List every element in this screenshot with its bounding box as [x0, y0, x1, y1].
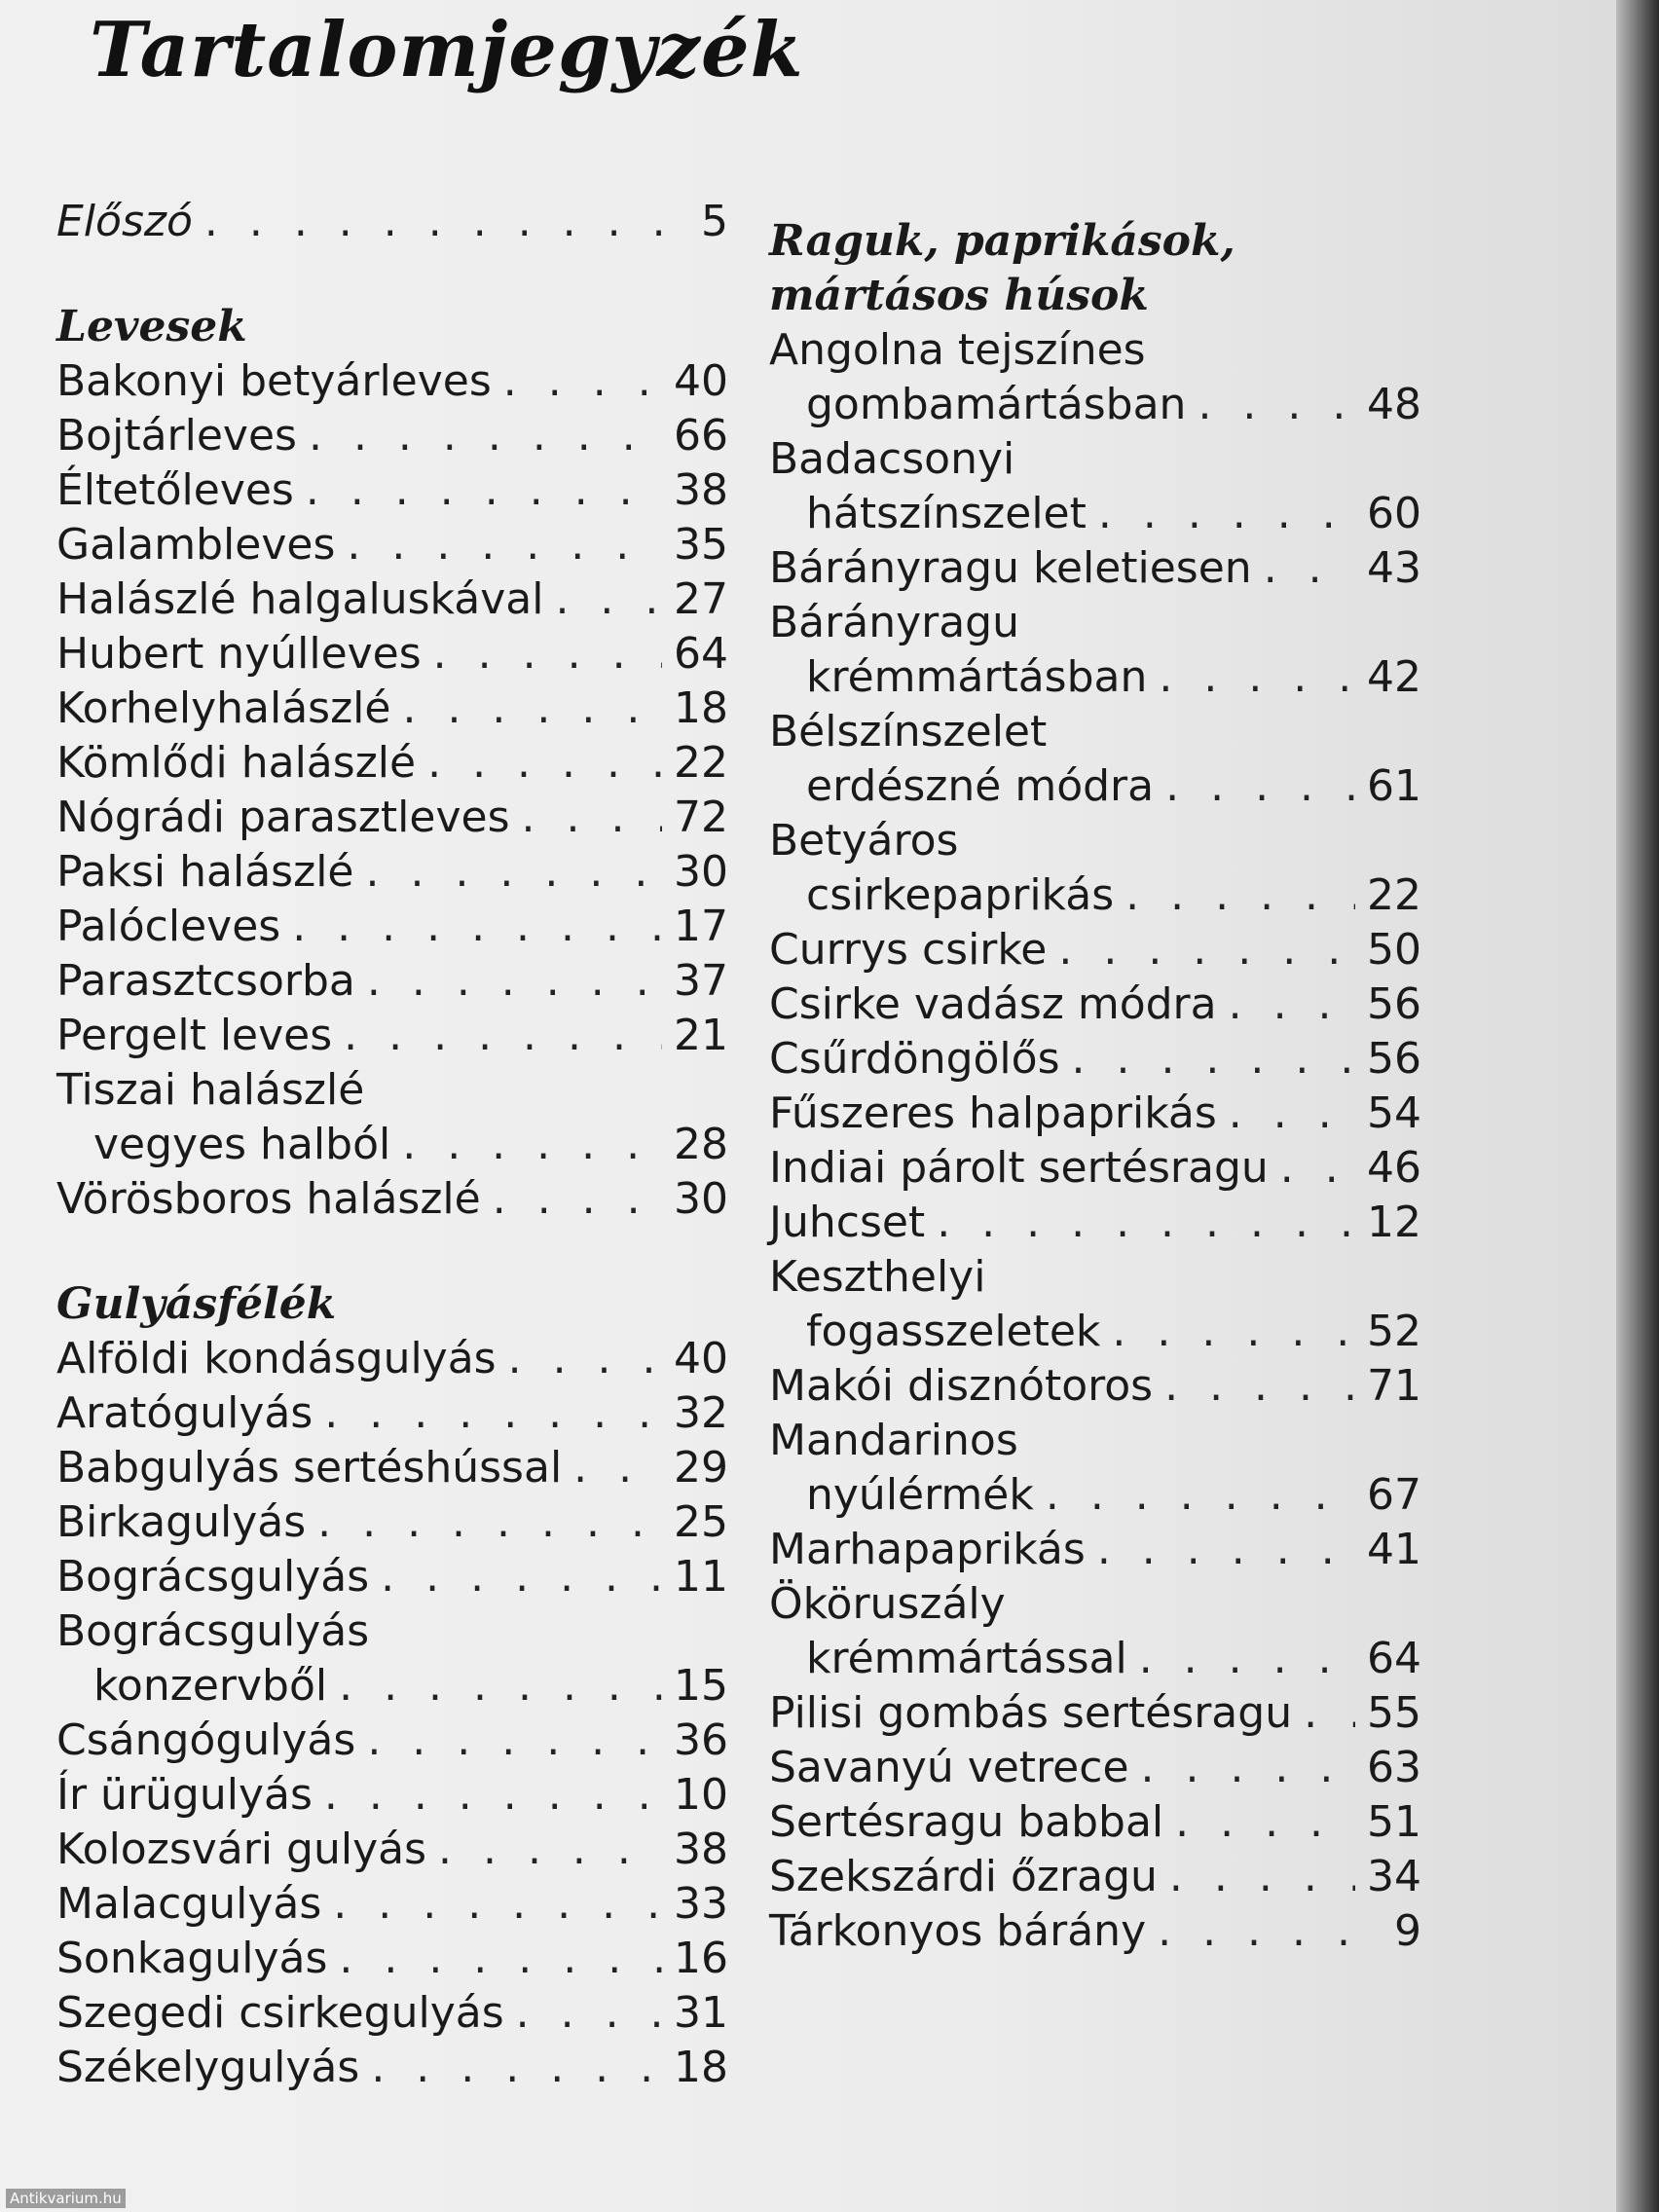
toc-entry-page: 61: [1367, 761, 1421, 811]
toc-entry-label: Tárkonyos bárány: [769, 1906, 1147, 1956]
toc-entry: [769, 1904, 1421, 1959]
leader-dots: [555, 572, 662, 627]
toc-entry-page: 30: [674, 847, 728, 897]
toc-entry: [56, 1823, 728, 1877]
section-heading: Gulyásfélék: [56, 1279, 337, 1329]
toc-entry-label: Halászlé halgaluskával: [56, 574, 544, 624]
toc-entry-label: Marhapaprikás: [769, 1525, 1086, 1574]
leader-dots: [1072, 1032, 1355, 1087]
toc-entry-page: 21: [674, 1011, 728, 1060]
leader-dots: [347, 518, 662, 572]
toc-entry-page: 66: [674, 411, 728, 461]
toc-entry-page: 48: [1367, 380, 1421, 429]
toc-entry-page: 30: [674, 1174, 728, 1224]
leader-dots: [371, 2041, 662, 2095]
leader-dots: [402, 1118, 662, 1172]
toc-entry-label: Székelygulyás: [56, 2043, 360, 2092]
leader-dots: [309, 409, 662, 463]
leader-dots: [306, 463, 662, 518]
leader-dots: [1098, 487, 1355, 541]
toc-entry-label: Éltetőleves: [56, 465, 294, 515]
toc-entry: [56, 463, 728, 518]
leader-dots: [292, 900, 662, 954]
leader-dots: [1112, 1305, 1355, 1359]
toc-entry: [56, 1714, 728, 1768]
toc-entry: [56, 2041, 728, 2095]
toc-entry-label: Betyáros: [769, 816, 959, 866]
toc-entry: [56, 572, 728, 627]
toc-entry-page: 50: [1367, 925, 1421, 975]
toc-entry-page: 29: [674, 1443, 728, 1493]
toc-entry: [769, 1305, 1421, 1359]
toc-entry-page: 36: [674, 1715, 728, 1765]
leader-dots: [1198, 378, 1355, 432]
toc-entry-label: Alföldi kondásgulyás: [56, 1334, 497, 1383]
toc-entry-page: 11: [674, 1552, 728, 1602]
leader-dots: [324, 1768, 662, 1823]
toc-entry: [56, 1386, 728, 1441]
toc-entry-label: Parasztcsorba: [56, 956, 355, 1006]
leader-dots: [367, 1714, 662, 1768]
leader-dots: [324, 1386, 662, 1441]
toc-entry-page: 18: [674, 2043, 728, 2092]
toc-entry-label: Aratógulyás: [56, 1388, 313, 1438]
toc-entry-label-cont: erdészné módra: [806, 761, 1155, 811]
toc-entry-label: Előszó: [56, 197, 193, 246]
toc-entry-label: Sertésragu babbal: [769, 1797, 1164, 1847]
leader-dots: [367, 954, 662, 1009]
toc-entry-label-cont: krémmártásban: [806, 652, 1148, 702]
toc-column-right: [769, 214, 1421, 1959]
toc-entry-page: 37: [674, 956, 728, 1006]
toc-entry-page: 72: [674, 793, 728, 842]
leader-dots: [503, 354, 662, 409]
toc-entry-label: Hubert nyúlleves: [56, 629, 422, 679]
toc-entry-label: Bográcsgulyás: [56, 1552, 370, 1602]
leader-dots: [1229, 1087, 1355, 1141]
toc-entry-page: 63: [1367, 1743, 1421, 1792]
toc-entry: [769, 1087, 1421, 1141]
toc-entry: [769, 1523, 1421, 1577]
toc-entry-label: Malacgulyás: [56, 1879, 322, 1929]
leader-dots: [1169, 1850, 1355, 1904]
leader-dots: [1141, 1741, 1355, 1795]
toc-entry-page: 22: [674, 738, 728, 788]
toc-entry-label: Birkagulyás: [56, 1497, 307, 1547]
toc-entry: [769, 1741, 1421, 1795]
toc-entry: [56, 518, 728, 572]
leader-dots: [508, 1332, 662, 1386]
toc-entry-label: Kömlődi halászlé: [56, 738, 417, 788]
toc-entry-label: Ököruszály: [769, 1579, 1006, 1629]
leader-dots: [1304, 1686, 1355, 1741]
toc-entry-label: Ír ürügulyás: [56, 1770, 313, 1820]
toc-entry: [56, 954, 728, 1009]
leader-dots: [204, 195, 662, 249]
toc-entry: [56, 682, 728, 736]
toc-entry: [56, 1932, 728, 1986]
toc-entry: [56, 845, 728, 900]
section-heading-cont: mártásos húsok: [769, 271, 1149, 320]
toc-entry-page: 18: [674, 683, 728, 733]
toc-entry-label: Babgulyás sertéshússal: [56, 1443, 563, 1493]
toc-entry-label: Szekszárdi őzragu: [769, 1852, 1158, 1901]
toc-entry-label: Fűszeres halpaprikás: [769, 1088, 1217, 1138]
leader-dots: [937, 1196, 1355, 1250]
toc-entry: [769, 1795, 1421, 1850]
toc-entry-page: 22: [1367, 870, 1421, 920]
toc-entry: [769, 923, 1421, 977]
leader-dots: [1159, 650, 1355, 705]
toc-entry: [769, 1141, 1421, 1196]
toc-entry-page: 55: [1367, 1688, 1421, 1738]
leader-dots: [1058, 923, 1355, 977]
toc-entry-label: Keszthelyi: [769, 1252, 986, 1302]
leader-dots: [516, 1986, 662, 2041]
toc-entry-page: 40: [674, 356, 728, 406]
toc-entry: [56, 1877, 728, 1932]
leader-dots: [1158, 1904, 1355, 1959]
toc-entry-label: Bográcsgulyás: [56, 1606, 370, 1656]
toc-entry-page: 17: [674, 902, 728, 951]
toc-entry-page: 51: [1367, 1797, 1421, 1847]
leader-dots: [366, 845, 663, 900]
toc-entry: [56, 1332, 728, 1386]
toc-entry-label: Csirke vadász módra: [769, 979, 1217, 1029]
leader-dots: [381, 1550, 662, 1604]
leader-dots: [1264, 541, 1355, 596]
toc-entry-label: Bakonyi betyárleves: [56, 356, 492, 406]
toc-entry: [769, 759, 1421, 814]
leader-dots: [344, 1009, 662, 1063]
toc-entry-page: 56: [1367, 1034, 1421, 1084]
leader-dots: [427, 736, 662, 791]
toc-entry-label-cont: krémmártással: [806, 1634, 1127, 1683]
section-heading: Levesek: [56, 302, 247, 351]
toc-entry: [56, 736, 728, 791]
leader-dots: [317, 1495, 662, 1550]
leader-dots: [1097, 1523, 1355, 1577]
toc-entry-label-cont: konzervből: [93, 1661, 328, 1711]
toc-entry-label: Galambleves: [56, 520, 336, 570]
leader-dots: [438, 1823, 662, 1877]
toc-entry: [769, 541, 1421, 596]
toc-entry: [769, 1686, 1421, 1741]
leader-dots: [522, 791, 662, 845]
toc-entry-page: 43: [1367, 543, 1421, 593]
toc-entry: [769, 868, 1421, 923]
toc-entry: [769, 487, 1421, 541]
toc-entry-label: Pilisi gombás sertésragu: [769, 1688, 1293, 1738]
toc-entry-label: Vörösboros halászlé: [56, 1174, 481, 1224]
toc-entry-page: 60: [1367, 489, 1421, 538]
toc-entry-label: Nógrádi parasztleves: [56, 793, 510, 842]
toc-entry-label: Angolna tejszínes: [769, 325, 1146, 375]
leader-dots: [1165, 759, 1355, 814]
toc-entry-label: Bárányragu: [769, 598, 1019, 647]
toc-list-right: [769, 323, 1421, 1959]
toc-entry-label: Csángógulyás: [56, 1715, 356, 1765]
toc-entry-page: 54: [1367, 1088, 1421, 1138]
toc-entry-label: Savanyú vetrece: [769, 1743, 1129, 1792]
toc-entry-page: 10: [674, 1770, 728, 1820]
leader-dots: [339, 1659, 662, 1714]
toc-entry: [769, 977, 1421, 1032]
toc-entry-label: Palócleves: [56, 902, 281, 951]
leader-dots: [433, 627, 662, 682]
watermark: Antikvarium.hu: [6, 2189, 126, 2208]
toc-entry-label: Indiai párolt sertésragu: [769, 1143, 1269, 1193]
toc-entry-page: 64: [1367, 1634, 1421, 1683]
toc-entry-label: Bojtárleves: [56, 411, 297, 461]
toc-entry-label: Juhcset: [769, 1198, 926, 1247]
toc-entry-page: 41: [1367, 1525, 1421, 1574]
toc-entry: [56, 354, 728, 409]
toc-entry-label: Sonkagulyás: [56, 1934, 328, 1983]
section-gap: [56, 249, 728, 300]
toc-entry-label: Tiszai halászlé: [56, 1065, 365, 1115]
toc-entry: [56, 409, 728, 463]
toc-entry-page: 15: [674, 1661, 728, 1711]
leader-dots: [573, 1441, 662, 1495]
toc-entry-label: Paksi halászlé: [56, 847, 354, 897]
toc-entry: [56, 1550, 728, 1604]
toc-entry-page: 31: [674, 1988, 728, 2038]
toc-sections-left: [56, 249, 728, 2095]
toc-entry-page: 34: [1367, 1852, 1421, 1901]
toc-entry-label: Pergelt leves: [56, 1011, 333, 1060]
toc-entry: [56, 1659, 728, 1714]
toc-entry-page: 46: [1367, 1143, 1421, 1193]
leader-dots: [1046, 1468, 1355, 1523]
page-edge-shadow: [1616, 0, 1659, 2212]
toc-entry: [56, 791, 728, 845]
toc-entry: [769, 1468, 1421, 1523]
toc-entry: [56, 1118, 728, 1172]
toc-entry: [769, 378, 1421, 432]
toc-entry: [769, 1196, 1421, 1250]
page-title: Tartalomjegyzék: [90, 6, 804, 94]
toc-entry-label-cont: nyúlérmék: [806, 1470, 1034, 1520]
toc-entry-foreword: [56, 195, 728, 249]
toc-entry: [56, 1009, 728, 1063]
toc-column-left: [56, 195, 728, 2095]
toc-entry-page: 42: [1367, 652, 1421, 702]
toc-entry: [769, 1632, 1421, 1686]
toc-entry-page: 38: [674, 1825, 728, 1874]
leader-dots: [1229, 977, 1355, 1032]
toc-entry-label-cont: hátszínszelet: [806, 489, 1087, 538]
toc-entry-label: Currys csirke: [769, 925, 1048, 975]
leader-dots: [339, 1932, 662, 1986]
toc-entry-label: Korhelyhalászlé: [56, 683, 391, 733]
toc-entry: [56, 900, 728, 954]
toc-entry-page: 40: [674, 1334, 728, 1383]
leader-dots: [1175, 1795, 1355, 1850]
toc-entry-page: 12: [1367, 1198, 1421, 1247]
toc-entry-page: 9: [1394, 1906, 1421, 1956]
toc-entry-label-cont: gombamártásban: [806, 380, 1187, 429]
toc-entry-label: Szegedi csirkegulyás: [56, 1988, 504, 2038]
toc-entry: [56, 1768, 728, 1823]
toc-entry-label-cont: csirkepaprikás: [806, 870, 1115, 920]
toc-entry-page: 64: [674, 629, 728, 679]
toc-entry: [769, 1359, 1421, 1414]
toc-entry-page: 52: [1367, 1307, 1421, 1356]
section-heading: Raguk, paprikások,: [769, 216, 1235, 266]
toc-entry-label-cont: vegyes halból: [93, 1120, 391, 1169]
toc-entry-page: 38: [674, 465, 728, 515]
leader-dots: [333, 1877, 662, 1932]
toc-entry-label: Bélszínszelet: [769, 707, 1048, 756]
toc-entry-page: 27: [674, 574, 728, 624]
toc-entry-page: 33: [674, 1879, 728, 1929]
leader-dots: [1125, 868, 1355, 923]
leader-dots: [1139, 1632, 1355, 1686]
toc-entry-page: 5: [701, 197, 728, 246]
toc-entry-label: Badacsonyi: [769, 434, 1015, 484]
toc-entry-label: Mandarinos: [769, 1416, 1018, 1465]
toc-entry: [769, 650, 1421, 705]
toc-entry: [56, 1172, 728, 1227]
toc-entry-page: 25: [674, 1497, 728, 1547]
leader-dots: [402, 682, 662, 736]
toc-entry-page: 56: [1367, 979, 1421, 1029]
toc-entry: [769, 1850, 1421, 1904]
toc-entry-label: Makói disznótoros: [769, 1361, 1154, 1411]
toc-entry-page: 71: [1367, 1361, 1421, 1411]
leader-dots: [1164, 1359, 1355, 1414]
toc-entry: [56, 627, 728, 682]
toc-entry-label: Kolozsvári gulyás: [56, 1825, 427, 1874]
leader-dots: [1280, 1141, 1355, 1196]
toc-entry-label: Csűrdöngölős: [769, 1034, 1060, 1084]
toc-entry: [56, 1495, 728, 1550]
toc-entry-page: 32: [674, 1388, 728, 1438]
toc-entry-page: 28: [674, 1120, 728, 1169]
toc-entry-label-cont: fogasszeletek: [806, 1307, 1101, 1356]
section-gap: [56, 1227, 728, 1277]
toc-entry-page: 35: [674, 520, 728, 570]
toc-entry: [56, 1986, 728, 2041]
toc-entry-page: 67: [1367, 1470, 1421, 1520]
toc-entry-label: Bárányragu keletiesen: [769, 543, 1252, 593]
leader-dots: [493, 1172, 662, 1227]
toc-entry: [769, 1032, 1421, 1087]
toc-entry: [56, 1441, 728, 1495]
toc-entry-page: 16: [674, 1934, 728, 1983]
